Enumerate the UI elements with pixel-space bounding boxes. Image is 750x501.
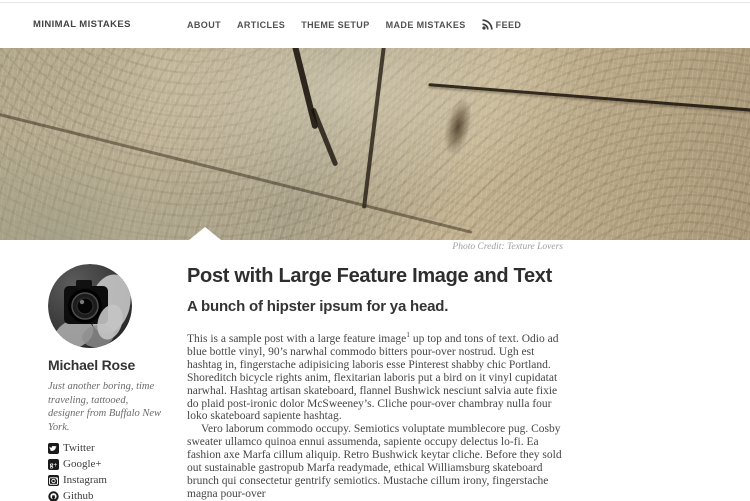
wood-crack (428, 83, 750, 112)
nav-item-theme-setup[interactable]: THEME SETUP (301, 19, 370, 30)
social-label-instagram: Instagram (63, 474, 107, 486)
footnote-ref[interactable]: 1 (406, 330, 410, 340)
googleplus-icon (48, 459, 59, 470)
instagram-icon (48, 475, 59, 486)
primary-nav (187, 19, 537, 30)
post-subtitle: A bunch of hipster ipsum for ya head. (187, 298, 449, 315)
post-title: Post with Large Feature Image and Text (187, 265, 552, 287)
post-body (187, 330, 567, 501)
wood-crack (362, 48, 386, 209)
feature-image-wood-texture (0, 48, 750, 240)
nav-item-made-mistakes[interactable]: MADE MISTAKES (385, 19, 466, 30)
post-paragraph-1: This is a sample post with a large feature image$^1$ up top and tons of text. Odio ad blue bottle vinyl, 90’s narwhal commodo bitters pour-over nostrud. Ugh est hashtag in, fingerstache adipisicing laboris esse Pinterest shabby chic Portland. Shoreditch bicycle rights anim, flexitarian laboris put a bird on it vinyl cupidatat narwhal. Hashtag artisan skateboard, flannel Bushwick nesciunt salvia aute fixie do plaid post-ironic dolor McSweeney’s. Cliche pour-over chambray nulla four loko skateboard sapiente hashtag. (187, 330, 559, 423)
wood-ring-line (0, 105, 473, 234)
author-social-links (48, 440, 173, 501)
nav-item-feed[interactable] (482, 19, 522, 30)
twitter-icon (48, 443, 59, 454)
top-hairline (0, 2, 750, 3)
social-label-github: Github (63, 490, 94, 501)
social-link-instagram[interactable] (48, 472, 173, 488)
wood-crack (311, 107, 339, 166)
masthead (0, 0, 750, 48)
nav-item-articles[interactable]: ARTICLES (237, 19, 286, 30)
nav-item-about[interactable]: ABOUT (187, 19, 221, 30)
post-article (187, 265, 567, 501)
social-link-googleplus[interactable] (48, 456, 173, 472)
author-avatar (48, 264, 132, 348)
github-icon (48, 491, 59, 501)
feed-label: FEED (495, 19, 522, 30)
author-bio: Just another boring, time traveling, tattooed, designer from Buffalo New York. (48, 381, 162, 433)
wood-knot (439, 96, 476, 158)
author-name: Michael Rose (48, 357, 136, 373)
photo-credit: Photo Credit: Texture Lovers (452, 242, 563, 252)
social-label-googleplus: Google+ (63, 458, 102, 470)
svg-text:g+: g+ (49, 460, 58, 469)
site-title-link[interactable]: MINIMAL MISTAKES (33, 19, 131, 30)
rss-icon (482, 19, 493, 30)
author-sidebar (48, 264, 173, 501)
social-label-twitter: Twitter (63, 442, 95, 454)
social-link-github[interactable] (48, 488, 173, 501)
feature-image-notch (189, 227, 221, 240)
social-link-twitter[interactable] (48, 440, 173, 456)
post-paragraph-2: Vero laborum commodo occupy. Semiotics voluptate mumblecore pug. Cosby sweater ullamco quinoa ennui assumenda, sapiente occupy delectus lo-fi. Ea fashion axe Marfa cillum aliquip. Retro Bushwick keytar cliche. Before they sold out sustainable gastropub Marfa readymade, ethical Williamsburg skateboard brunch qui consectetur gentrify semiotics. Mustache cillum irony, fingerstache magna pour-over (187, 423, 562, 500)
